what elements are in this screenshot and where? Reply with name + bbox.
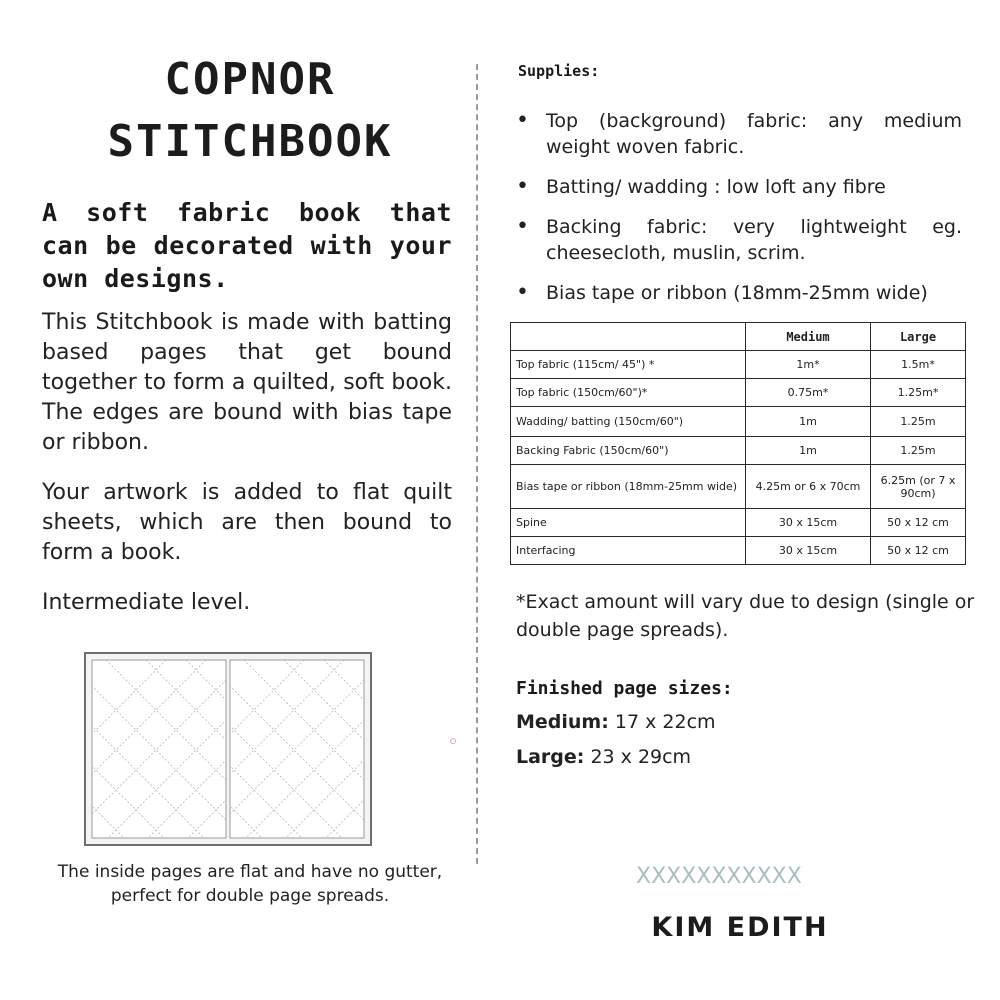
- table-header-row: [511, 323, 966, 351]
- table-header-cell: Large: [871, 323, 966, 351]
- table-cell: 6.25m (or 7 x 90cm): [871, 465, 966, 509]
- cross-stitch-decoration: XXXXXXXXXXX: [636, 864, 802, 889]
- table-cell: 50 x 12 cm: [871, 537, 966, 565]
- table-cell: Spine: [511, 509, 746, 537]
- table-cell: 1.5m*: [871, 351, 966, 379]
- table-row: [511, 465, 966, 509]
- list-item: • Top (background) fabric: any medium weight woven fabric.: [516, 108, 962, 158]
- table-row: [511, 509, 966, 537]
- table-header-cell: [511, 323, 746, 351]
- book-illustration: [84, 652, 372, 846]
- size-medium: [516, 711, 716, 733]
- table-cell: 30 x 15cm: [746, 537, 871, 565]
- artwork-paragraph: Your artwork is added to flat quilt sheets, which are then bound to form a book.: [42, 480, 452, 565]
- size-large: [516, 746, 691, 768]
- size-large-value: 23 x 29cm: [590, 746, 692, 768]
- bullet-icon: •: [516, 108, 529, 133]
- title-line-1: COPNOR: [164, 54, 336, 105]
- table-cell: 1m: [746, 437, 871, 465]
- table-cell: 0.75m*: [746, 379, 871, 407]
- table-cell: 1.25m: [871, 437, 966, 465]
- list-item: • Bias tape or ribbon (18mm-25mm wide): [516, 280, 928, 305]
- illustration-caption: The inside pages are flat and have no gutter, perfect for double page spreads.: [57, 862, 443, 906]
- finished-sizes-heading: Finished page sizes:: [516, 678, 733, 699]
- column-divider: [476, 64, 478, 864]
- table-cell: Wadding/ batting (150cm/60"): [511, 407, 746, 437]
- brand-name: KIM EDITH: [651, 912, 829, 943]
- quilt-pattern-graphic: [86, 654, 370, 844]
- size-large-label: Large:: [516, 746, 585, 768]
- supplies-heading: Supplies:: [518, 62, 600, 80]
- list-item: • Backing fabric: very lightweight eg. cheesecloth, muslin, scrim.: [516, 214, 962, 264]
- table-cell: 1.25m: [871, 407, 966, 437]
- bullet-icon: •: [516, 280, 529, 305]
- level-paragraph: Intermediate level.: [42, 590, 251, 615]
- table-row: [511, 437, 966, 465]
- amount-note: *Exact amount will vary due to design (single or double page spreads).: [516, 591, 975, 641]
- table-header-cell: Medium: [746, 323, 871, 351]
- supplies-list: [516, 108, 962, 320]
- title-line-2: STITCHBOOK: [107, 116, 393, 167]
- table-cell: Top fabric (115cm/ 45") *: [511, 351, 746, 379]
- table-cell: Backing Fabric (150cm/60"): [511, 437, 746, 465]
- decorative-dot: [450, 738, 456, 744]
- table-cell: 1m: [746, 407, 871, 437]
- fabric-requirements-table: [510, 322, 966, 565]
- tagline: A soft fabric book that can be decorated with your own designs.: [42, 198, 452, 293]
- table-row: [511, 407, 966, 437]
- size-medium-value: 17 x 22cm: [614, 711, 716, 733]
- table-cell: 1m*: [746, 351, 871, 379]
- table-cell: Interfacing: [511, 537, 746, 565]
- size-medium-label: Medium:: [516, 711, 609, 733]
- table-row: [511, 351, 966, 379]
- table-cell: Top fabric (150cm/60")*: [511, 379, 746, 407]
- table-row: [511, 537, 966, 565]
- intro-paragraph: This Stitchbook is made with batting based pages that get bound together to form a quilted, soft book. The edges are bound with bias tape or ribbon.: [42, 310, 452, 455]
- table-cell: 4.25m or 6 x 70cm: [746, 465, 871, 509]
- list-item: • Batting/ wadding : low loft any fibre: [516, 174, 886, 199]
- table-row: [511, 379, 966, 407]
- table-cell: Bias tape or ribbon (18mm-25mm wide): [511, 465, 746, 509]
- table-cell: 30 x 15cm: [746, 509, 871, 537]
- bullet-icon: •: [516, 214, 529, 239]
- table-cell: 1.25m*: [871, 379, 966, 407]
- bullet-icon: •: [516, 174, 529, 199]
- table-cell: 50 x 12 cm: [871, 509, 966, 537]
